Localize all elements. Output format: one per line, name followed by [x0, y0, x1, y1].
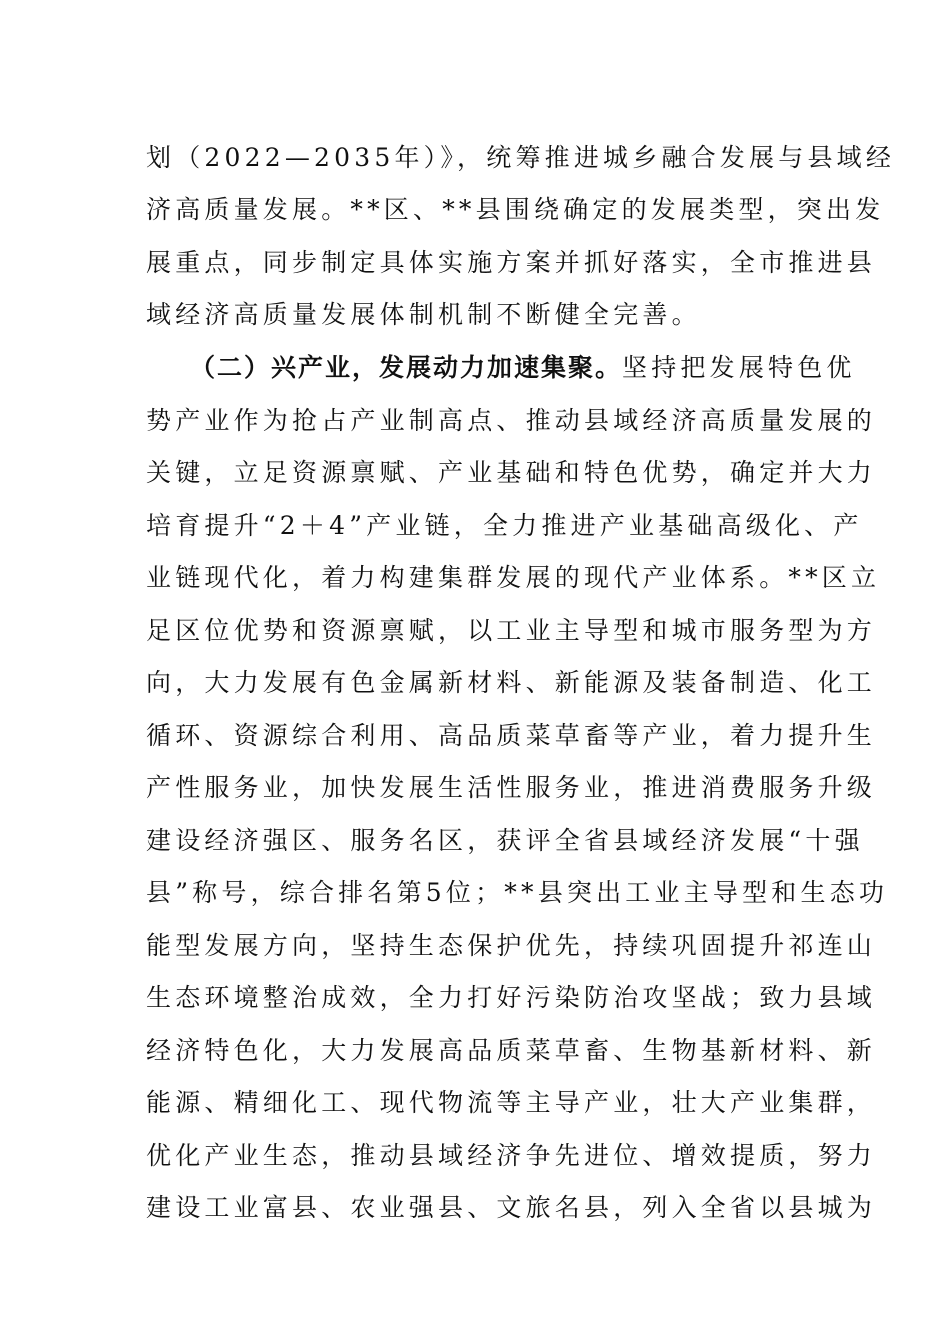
paragraph-continuation [146, 132, 896, 341]
text-line: 向，大力发展有色金属新材料、新能源及装备制造、化工 [146, 668, 877, 697]
text-line: 优化产业生态，推动县域经济争先进位、增效提质，努力 [146, 1140, 877, 1170]
paragraph-first-line [146, 342, 856, 395]
text-line: 划（2022—2035年）》，统筹推进城乡融合发展与县域经 [146, 143, 896, 172]
text-line: 县”称号，综合排名第5位；**县突出工业主导型和生态功 [146, 878, 889, 907]
text-line: 能源、精细化工、现代物流等主导产业，壮大产业集群， [146, 1088, 877, 1117]
text-line: 域经济高质量发展体制机制不断健全完善。 [146, 299, 701, 329]
text-line: 经济特色化，大力发展高品质菜草畜、生物基新材料、新 [146, 1035, 877, 1065]
text-line: 能型发展方向，坚持生态保护优先，持续巩固提升祁连山 [146, 930, 877, 960]
text-line: 关键，立足资源禀赋、产业基础和特色优势，确定并大力 [146, 458, 877, 487]
text-line: 培育提升“2＋4”产业链，全力推进产业基础高级化、产 [146, 510, 863, 540]
text-line: 足区位优势和资源禀赋，以工业主导型和城市服务型为方 [146, 615, 877, 645]
text-line: 建设经济强区、服务名区，获评全省县域经济发展“十强 [146, 825, 864, 855]
text-line: 生态环境整治成效，全力打好污染防治攻坚战；致力县域 [146, 983, 877, 1012]
text-line: 建设工业富县、农业强县、文旅名县，列入全省以县城为 [146, 1193, 877, 1222]
text-line: 业链现代化，着力构建集群发展的现代产业体系。**区立 [146, 563, 881, 592]
section-heading: （二）兴产业，发展动力加速集聚。 [190, 353, 623, 382]
text-line: 循环、资源综合利用、高品质菜草畜等产业，着力提升生 [146, 720, 877, 750]
text-line: 展重点，同步制定具体实施方案并抓好落实，全市推进县 [146, 247, 877, 277]
text-line: 势产业作为抢占产业制高点、推动县域经济高质量发展的 [146, 405, 877, 435]
text-line: 济高质量发展。**区、**县围绕确定的发展类型，突出发 [146, 195, 885, 225]
text-line: 产性服务业，加快发展生活性服务业，推进消费服务升级 [146, 773, 877, 802]
paragraph-industry [146, 342, 889, 1235]
first-line-text: 坚持把发展特色优 [622, 353, 856, 382]
